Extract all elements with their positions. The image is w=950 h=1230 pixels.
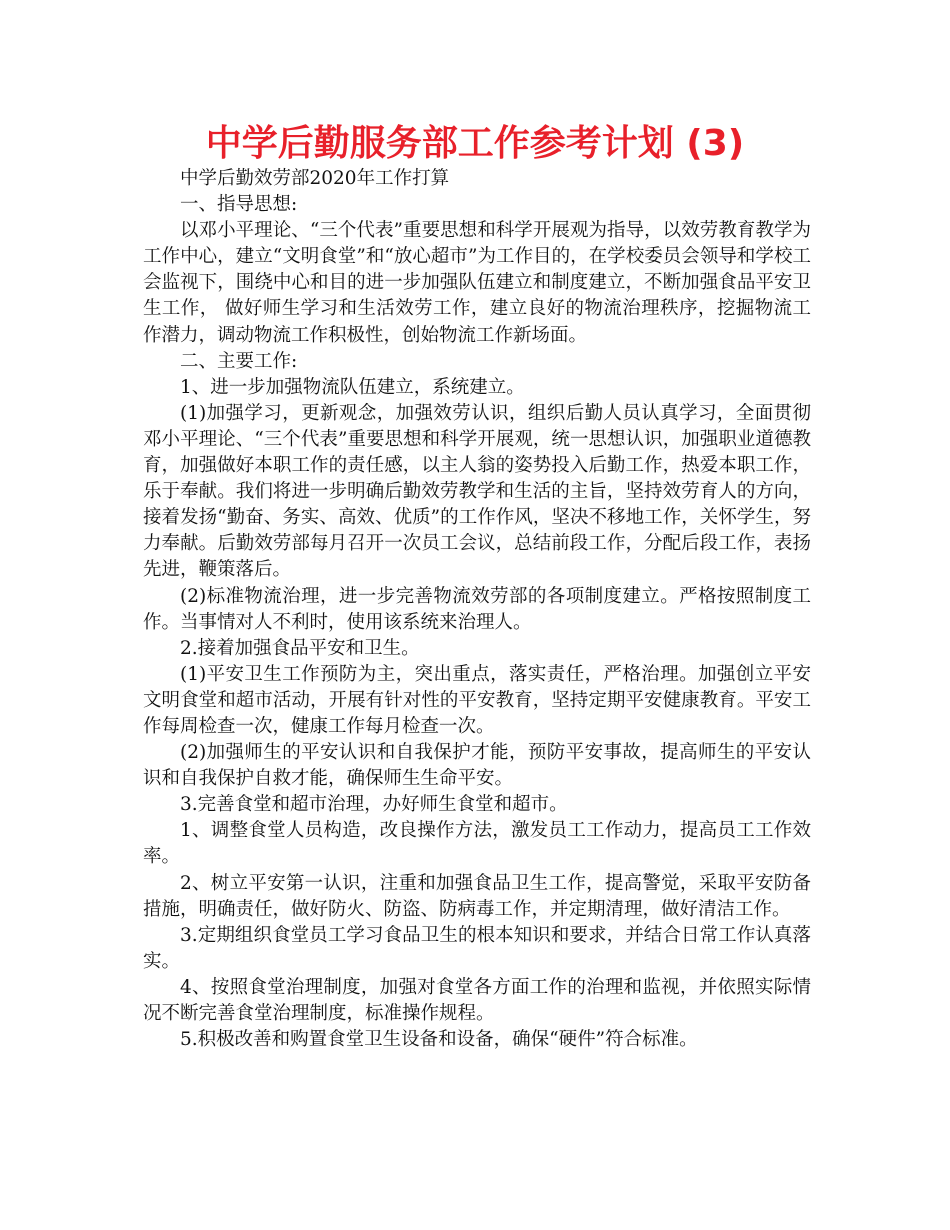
document-body (143, 166, 811, 1053)
paragraph-item-2: 2.接着加强食品平安和卫生。 (180, 637, 420, 659)
paragraph-item-3-5: 5.积极改善和购置食堂卫生设备和设备，确保“硬件”符合标准。 (180, 1029, 698, 1051)
paragraph-item-1-2: (2)标准物流治理，进一步完善物流效劳部的各项制度建立。严格按照制度工作。当事情对人不利时，使用该系统来治理人。 (143, 585, 811, 633)
paragraph-heading-plan: 中学后勤效劳部2020年工作打算 (180, 168, 450, 189)
paragraph-item-3-2: 2、树立平安第一认识，注重和加强食品卫生工作，提高警觉，采取平安防备措施，明确责任，做好防火、防盗、防病毒工作，并定期清理，做好清洁工作。 (143, 872, 811, 920)
paragraph-section-main-work: 二、主要工作: (180, 350, 298, 372)
paragraph-guiding-thought: 以邓小平理论、“三个代表”重要思想和科学开展观为指导，以效劳教育教学为工作中心，建立“文明食堂”和“放心超市”为工作目的，在学校委员会领导和学校工会监视下，围绕中心和目的进一步加强队伍建立和制度建立，不断加强食品平安卫生工作， 做好师生学习和生活效劳工作，建立良好的物流治理秩序，挖掘物流工作潜力，调动物流工作积极性，创始物流工作新场面。 (143, 220, 811, 346)
paragraph-section-guiding-thought: 一、指导思想: (180, 194, 298, 216)
paragraph-item-1-1: (1)加强学习，更新观念，加强效劳认识，组织后勤人员认真学习，全面贯彻邓小平理论、“三个代表”重要思想和科学开展观，统一思想认识，加强职业道德教育，加强做好本职工作的责任感，以主人翁的姿势投入后勤工作，热爱本职工作，乐于奉献。我们将进一步明确后勤效劳教学和生活的主旨，坚持效劳育人的方向，接着发扬“勤奋、务实、高效、优质”的工作作风，坚决不移地工作，关怀学生，努力奉献。后勤效劳部每月召开一次员工会议，总结前段工作，分配后段工作，表扬先进，鞭策落后。 (143, 402, 811, 581)
paragraph-item-2-2: (2)加强师生的平安认识和自我保护才能，预防平安事故，提高师生的平安认识和自我保护自救才能，确保师生生命平安。 (143, 742, 811, 790)
paragraph-item-2-1: (1)平安卫生工作预防为主，突出重点，落实责任，严格治理。加强创立平安文明食堂和超市活动，开展有针对性的平安教育，坚持定期平安健康教育。平安工作每周检查一次，健康工作每月检查一次。 (143, 663, 811, 737)
document-title: 中学后勤服务部工作参考计划 (3) (205, 123, 745, 164)
paragraph-item-1: 1、进一步加强物流队伍建立，系统建立。 (180, 376, 525, 398)
paragraph-item-3-4: 4、按照食堂治理制度，加强对食堂各方面工作的治理和监视，并依照实际情况不断完善食堂治理制度，标准操作规程。 (143, 976, 811, 1024)
paragraph-item-3: 3.完善食堂和超市治理，办好师生食堂和超市。 (180, 794, 568, 816)
paragraph-item-3-1: 1、调整食堂人员构造，改良操作方法，激发员工工作动力，提高员工工作效率。 (143, 820, 811, 868)
paragraph-item-3-3: 3.定期组织食堂员工学习食品卫生的根本知识和要求，并结合日常工作认真落实。 (143, 924, 811, 972)
